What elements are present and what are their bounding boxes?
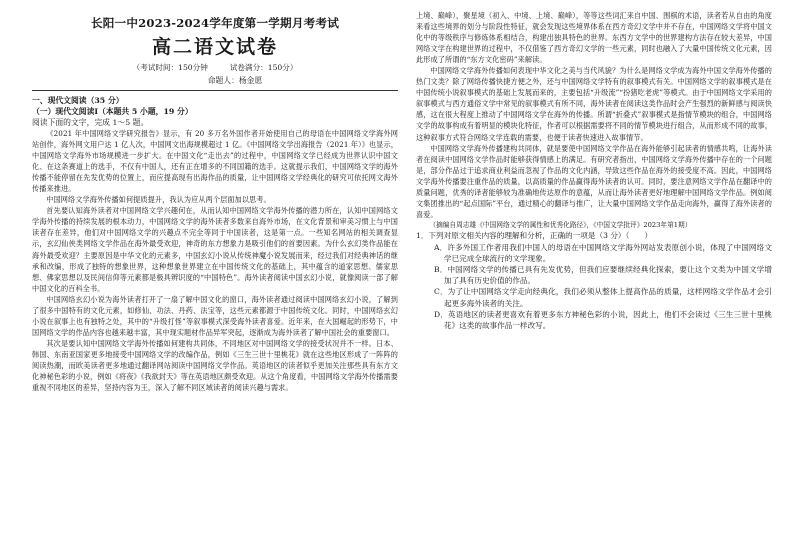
right-column xyxy=(416,10,772,532)
section-heading: 一、现代文阅读（35 分） xyxy=(32,96,124,105)
option-b: B．中国网络文学的传播已具有先发优势，但我们应要继续经典化探索，要让这个文类为中国文学增加了具有历史价值的作品。 xyxy=(434,265,772,286)
option-a: A．许多外国工作者用我们中国人的母语在中国网络文学海外网站发表原创小说，体现了中国网络文学已完成全球流行的文学现象。 xyxy=(434,242,772,263)
passage-paragraph: 中国网络文学海外传播如何提质提升，我认为应从两个层面加以思考。 xyxy=(46,195,271,205)
exam-author: 命题人：杨金愿 xyxy=(207,76,263,85)
header-divider xyxy=(32,90,398,91)
passage-paragraph: 中国网络文学海外传播建构共同体，就是要使中国网络文学作品在海外能够引起读者的情感共鸣，让海外读者在阅读中国网络文学作品时能够获得情感上的满足。有研究者指出，中国网络文学海外传播中存在的一个问题是，部分作品过于追求商业利益而忽视了作品的文化内涵，导致这些作品在海外的接受度不高。因此，中国网络文学海外传播要注重作品的质量，以高质量的作品赢得海外读者的认可。同时，要注意网络文学作品在翻译中的质量问题，优秀的译者能够较为准确地传达原作的意蕴，从而让海外读者更好地理解中国网络文学作品。例如阅文集团推出的“起点国际”平台，通过精心的翻译与推广，让大量中国网络文学作品走向海外，赢得了海外读者的喜爱。 xyxy=(416,143,772,219)
subsection-heading: （一）现代文阅读Ⅰ（本题共 5 小题，19 分） xyxy=(32,107,193,116)
left-column xyxy=(32,16,398,538)
passage-paragraph: 《2021 年中国网络文学研究报告》显示，有 20 多万名外国作者开始使用自己的母语在中国网络文学海外网站创作，海外网文用户达 1 亿人次，中国网文出海规模超过 1 亿。《中国网络文学出海报告（2021 年）》也显示，中国网络文学海外市场规模进一步扩大。在中国文化“走出去”的过程中，中国网络文学已经成为世界认识中国文化、在这条赛道上的选手，不仅有中国人，还有正在增多的不同国籍的选手。这就提示我们，中国网络文学的海外传播不能停留在先发优势的位置上，而应提高现有出海作品的质量，让中国网络文学经典化的研究可依托网文海外传播来推进。 xyxy=(32,129,398,194)
exam-score: 试卷满分：150分） xyxy=(229,63,298,72)
passage-paragraph: 首先要认知海外读者对中国网络文学兴趣何在，从而认知中国网络文学海外传播的潜力所在，认知中国网络文学海外传播的持续发展的根本动力，中国网络文学的海外读者多数来自海外市场，在文化背景和审美习惯上与中国读者存在差异，他们对中国网络文学的兴趣点不完全等同于中国读者，这是第一点。一些知名网站的相关调查显示，玄幻仙侠类网络文学作品在海外最受欢迎，神奇的东方想象力是吸引他们的首要因素。为什么玄幻类作品能在海外最受欢迎？主要原因是中华文化的元素多，中国玄幻小说从传统神魔小说发展而来，经过我们对经典神话的继承和改编，形成了独特的想象世界，这种想象世界建立在中国传统文化的基础上，其中蕴含的道家思想、儒家思想、佛家思想以及民间信仰等元素都是极具辨识度的“中国特色”。海外读者阅读中国玄幻小说，就像阅读一部了解中国文化的百科全书。 xyxy=(32,206,398,293)
option-c: C．为了让中国网络文学走向经典化，我们必须从整体上提高作品的质量，这样网络文学作品才会引起更多海外读者的关注。 xyxy=(434,287,772,308)
passage-paragraph: 中国网络文学海外传播如何表现中华文化之美与当代风貌？为什么是网络文学成为海外中国文学海外传播的热门文类？除了网络传播快捷方便之外，还与中国网络文学特有的叙事模式有关。中国网络文学的叙事模式是在中国传统小说叙事模式的基础上发展而来的，主要包括“升级流”“扮猪吃老虎”等模式。由于中国网络文学采用的叙事模式与西方通俗文学中常见的叙事模式有所不同，海外读者在阅读这类作品时会产生强烈的新鲜感与阅读快感，这在很大程度上推动了中国网络文学在海外的传播。所谓“折叠式”叙事模式是指情节模块的组合，中国网络文学的故事构成有着明显的模块化特征，作者可以根据需要将不同的情节模块进行组合，从而形成不同的故事，这种叙事方式符合网络文学连载的需要，也便于读者快速进入故事情节。 xyxy=(416,66,772,142)
exam-title: 长阳一中2023-2024学年度第一学期月考考试 xyxy=(90,16,340,30)
passage-paragraph: 上境、巅峰），聚星境（初入、中境、上境、巅峰），等等这些词汇来自中国、围棋的术语，读者若从自由的角度来看这些境界的划分与阶段性特征，就会发现这些境界体系在西方奇幻文学中并不存在，中国网络文学将中国文化中的等级秩序与修炼体系相结合，构建出独具特色的世界。东西方文学中的世界建构方法存在较大差异，中国网络文学在构建世界的过程中，不仅借鉴了西方奇幻文学的一些元素，同时也融入了大量中国传统文化元素，因此形成了所谓的“东方文化密码”来解读。 xyxy=(416,11,772,65)
question-1: 1．下列对原文相关内容的理解和分析，正确的一项是（3 分）（ ） xyxy=(416,231,653,241)
passage-paragraph: 中国网络玄幻小说为海外读者打开了一扇了解中国文化的窗口，海外读者通过阅读中国网络玄幻小说，了解到了很多中国特有的文化元素，如修仙、功法、丹药、法宝等，这些元素都源于中国传统文化。同时，中国网络玄幻小说在叙事上也有独特之处，其中的“升级打怪”等叙事模式深受海外读者喜爱。近年来，在大国崛起的形势下，中国网络文学的作品内容也越来越丰富，其中现实题材作品异军突起，逐渐成为海外读者了解中国社会的重要窗口。 xyxy=(32,294,398,337)
paper-title: 高二语文试卷 xyxy=(151,36,278,58)
exam-time: （考试时间：150分钟 xyxy=(132,63,208,72)
reading-instruction: 阅读下面的文字，完成 1～5 题。 xyxy=(32,118,149,127)
passage-source: （摘编自周志雄《中国网络文学的属性和优秀化路径》，《中国文学批评》2023年第1期） xyxy=(429,220,692,229)
exam-meta xyxy=(32,62,398,73)
passage-paragraph: 其次是要认知中国网络文学海外传播如何建构共同体，不同地区对中国网络文学的接受状况并不一样。日本、韩国、东南亚国家更多地接受中国网络文学的改编作品，例如《三生三世十里桃花》就在这些地区形成了一阵阵的阅读热潮，而欧美读者更多地通过翻译网站阅读中国网络文学作品。英语地区的读者似乎更加关注那些具有东方文化神秘色彩的小说，例如《将夜》《我欲封天》等在英语地区颇受欢迎。从这个角度看，中国网络文学海外传播需要重视不同地区的差异，坚持内容为王，深入了解不同区域读者的阅读兴趣与需求。 xyxy=(32,338,398,393)
option-d: D．英语地区的读者更喜欢有着更多东方神秘色彩的小说，因此上，他们不会读过《三生三世十里桃花》这类的故事作品一样改写。 xyxy=(434,309,772,331)
